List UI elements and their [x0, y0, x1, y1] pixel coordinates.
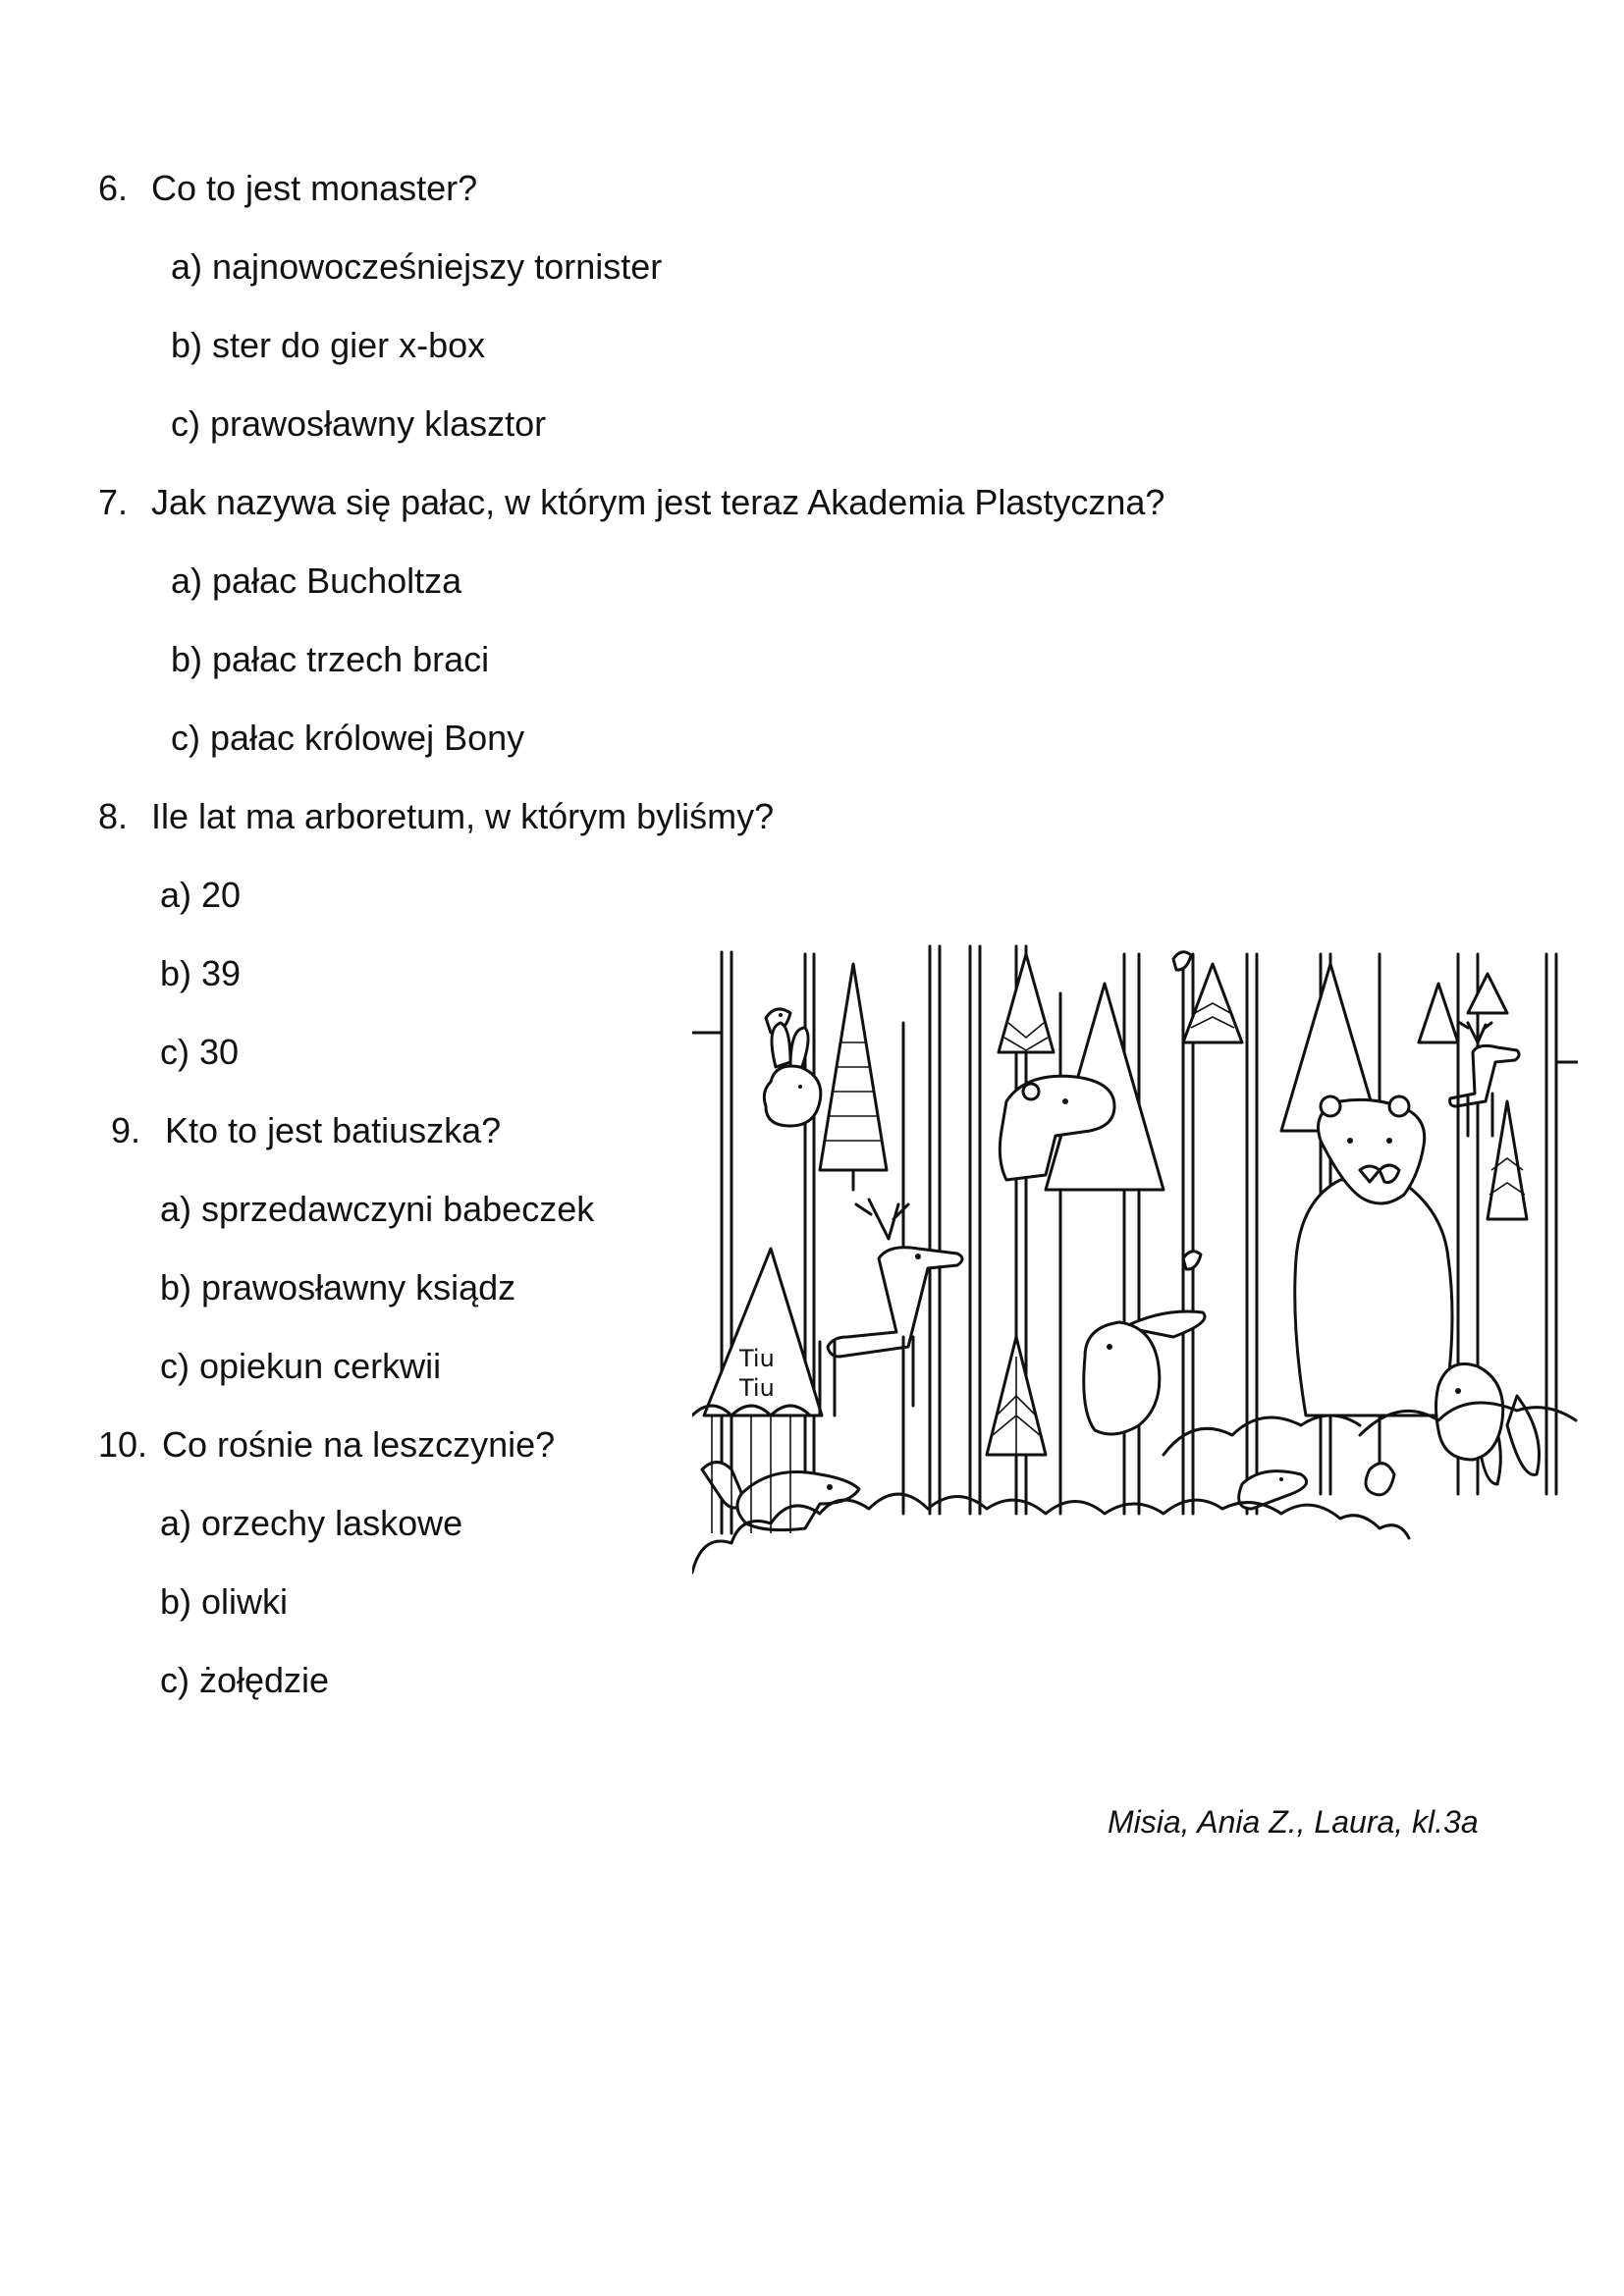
answer-option: c) żołędzie: [160, 1660, 330, 1700]
rabbit-center-icon: [1084, 1311, 1205, 1434]
rabbit-icon: [764, 1023, 821, 1126]
question-6: [98, 169, 477, 208]
answer-option: a) orzechy laskowe: [160, 1503, 463, 1543]
answer-option: a) sprzedawczyni babeczek: [160, 1189, 595, 1229]
question-9: [111, 1111, 501, 1150]
question-number: 9.: [111, 1110, 141, 1150]
answer-option: c) opiekun cerkwii: [160, 1346, 442, 1386]
bear-icon: [1295, 1096, 1452, 1415]
question-number: 7.: [98, 482, 129, 522]
question-number: 8.: [98, 796, 129, 836]
authors-signature: Misia, Ania Z., Laura, kl.3a: [1108, 1804, 1479, 1840]
sign-text-line-1: Tiu: [739, 1345, 775, 1372]
answer-option: c) pałac królowej Bony: [171, 718, 525, 758]
question-7: [98, 483, 1164, 522]
answer-option: a) najnowocześniejszy tornister: [171, 246, 663, 287]
sign-text-line-2: Tiu: [739, 1374, 775, 1402]
question-number: 6.: [98, 168, 129, 208]
answer-option: b) prawosławny ksiądz: [160, 1267, 516, 1308]
question-number: 10.: [98, 1424, 148, 1465]
answer-option: a) 20: [160, 875, 242, 915]
rabbit-right-icon: [1436, 1364, 1540, 1485]
answer-option: c) 30: [160, 1032, 240, 1072]
question-text: Ile lat ma arboretum, w którym byliśmy?: [151, 796, 775, 836]
question-text: Co rośnie na leszczynie?: [162, 1424, 556, 1465]
answer-option: c) prawosławny klasztor: [171, 403, 547, 444]
question-text: Co to jest monaster?: [151, 168, 478, 208]
raccoon-icon: [702, 1463, 859, 1530]
forest-animals-illustration: [692, 944, 1578, 1580]
question-text: Kto to jest batiuszka?: [165, 1110, 502, 1150]
answer-option: b) pałac trzech braci: [171, 639, 490, 679]
answer-option: a) pałac Bucholtza: [171, 561, 462, 601]
question-8: [98, 797, 774, 836]
question-10: [98, 1425, 555, 1465]
question-text: Jak nazywa się pałac, w którym jest teraz Akademia Plastyczna?: [151, 482, 1165, 522]
answer-option: b) ster do gier x-box: [171, 325, 486, 365]
answer-option: b) 39: [160, 953, 242, 993]
answer-option: b) oliwki: [160, 1581, 289, 1622]
